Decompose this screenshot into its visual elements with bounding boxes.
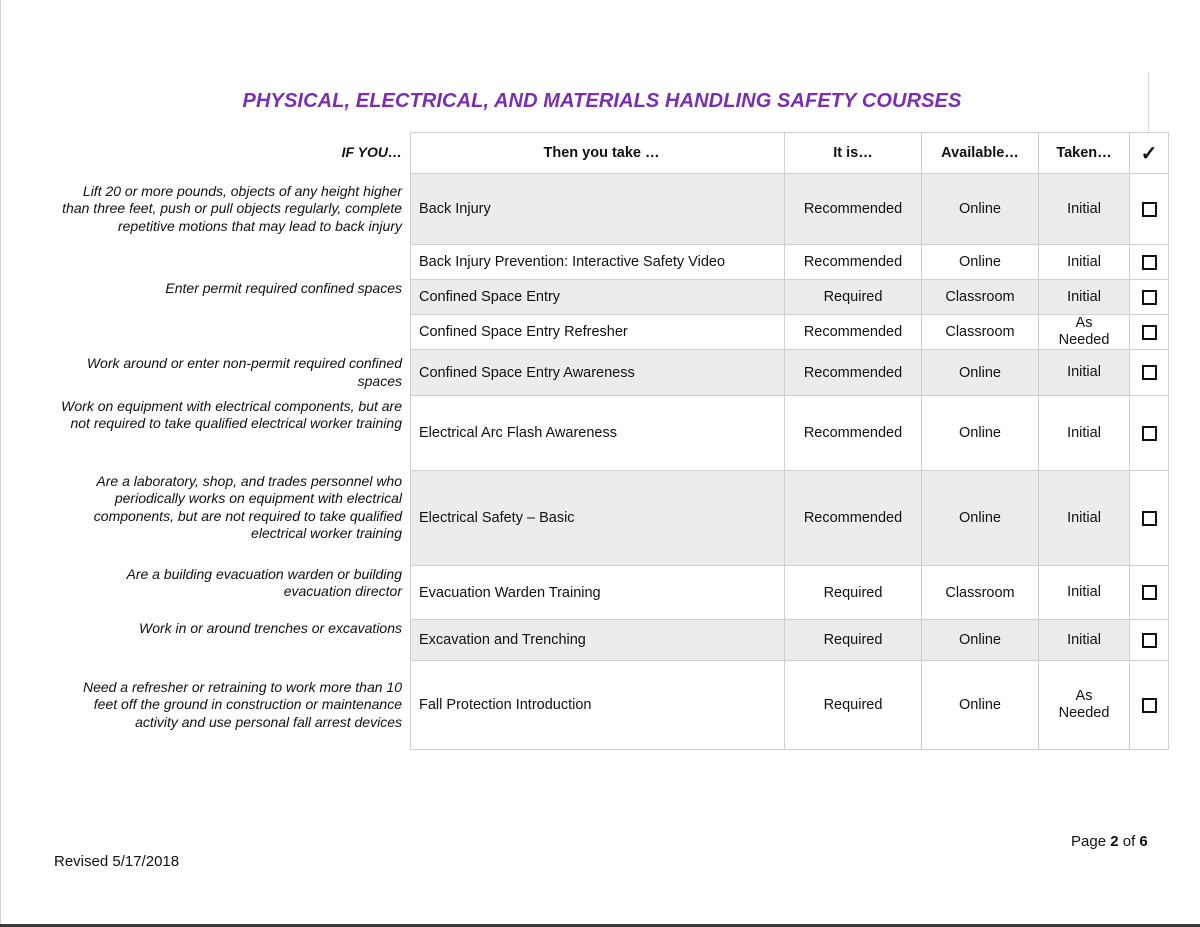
row-course: Evacuation Warden Training (411, 566, 785, 620)
completion-checkbox[interactable] (1142, 290, 1157, 305)
row-taken: Initial (1039, 620, 1130, 661)
row-condition: Need a refresher or retraining to work more than 10 feet off the ground in construction or maintenance activity and use personal fall arrest devices (82, 678, 402, 730)
row-check-cell (1130, 396, 1169, 471)
page-border-left (0, 0, 1, 924)
page-total: 6 (1139, 833, 1148, 850)
row-check-cell (1130, 350, 1169, 396)
revised-date: Revised 5/17/2018 (54, 853, 180, 870)
courses-table (60, 132, 1169, 750)
completion-checkbox[interactable] (1142, 255, 1157, 270)
row-requirement: Recommended (785, 174, 922, 245)
row-course: Electrical Arc Flash Awareness (411, 396, 785, 471)
row-availability: Classroom (922, 566, 1039, 620)
page-of: of (1122, 833, 1136, 850)
page-title: PHYSICAL, ELECTRICAL, AND MATERIALS HANDLING SAFETY COURSES (242, 90, 962, 112)
row-requirement: Recommended (785, 245, 922, 280)
table-row (60, 174, 1169, 245)
row-check-cell (1130, 566, 1169, 620)
row-requirement: Recommended (785, 350, 922, 396)
row-availability: Online (922, 245, 1039, 280)
row-condition: Work in or around trenches or excavations (138, 619, 402, 636)
completion-checkbox[interactable] (1142, 426, 1157, 441)
row-check-cell (1130, 661, 1169, 750)
row-requirement: Required (785, 620, 922, 661)
table-row (60, 245, 1169, 280)
row-availability: Online (922, 661, 1039, 750)
header-check (1130, 133, 1169, 174)
row-taken: Initial (1039, 174, 1130, 245)
row-taken: As Needed (1039, 661, 1130, 750)
row-availability: Online (922, 174, 1039, 245)
completion-checkbox[interactable] (1142, 633, 1157, 648)
row-taken: Initial (1039, 471, 1130, 566)
row-availability: Classroom (922, 315, 1039, 350)
row-condition: Are a laboratory, shop, and trades personnel who periodically works on equipment with electrical components, but are not required to take qualified electrical worker training (93, 472, 402, 541)
row-check-cell (1130, 471, 1169, 566)
row-condition: Lift 20 or more pounds, objects of any height higher than three feet, push or pull objects regularly, complete repetitive motions that may lead to back injury (62, 182, 402, 234)
row-check-cell (1130, 174, 1169, 245)
row-requirement: Required (785, 566, 922, 620)
completion-checkbox[interactable] (1142, 325, 1157, 340)
row-taken: Initial (1039, 350, 1130, 396)
row-requirement: Required (785, 661, 922, 750)
row-check-cell (1130, 315, 1169, 350)
row-condition: Enter permit required confined spaces (165, 279, 402, 296)
table-row (60, 280, 1169, 315)
row-condition (60, 315, 411, 350)
page-number (1071, 833, 1148, 850)
row-availability: Classroom (922, 280, 1039, 315)
row-availability: Online (922, 396, 1039, 471)
row-availability: Online (922, 471, 1039, 566)
table-row (60, 315, 1169, 350)
row-course: Back Injury Prevention: Interactive Safety Video (411, 245, 785, 280)
table-row (60, 396, 1169, 471)
row-condition: Work around or enter non-permit required confined spaces (86, 355, 402, 389)
row-requirement: Recommended (785, 396, 922, 471)
row-condition: Are a building evacuation warden or building evacuation director (126, 565, 402, 599)
header-if-you: IF YOU… (341, 144, 402, 161)
page-current: 2 (1110, 833, 1119, 850)
row-availability: Online (922, 350, 1039, 396)
row-check-cell (1130, 280, 1169, 315)
row-requirement: Recommended (785, 315, 922, 350)
table-row (60, 661, 1169, 750)
row-availability: Online (922, 620, 1039, 661)
completion-checkbox[interactable] (1142, 511, 1157, 526)
completion-checkbox[interactable] (1142, 698, 1157, 713)
header-available: Available… (922, 133, 1039, 174)
row-course: Fall Protection Introduction (411, 661, 785, 750)
row-course: Electrical Safety – Basic (411, 471, 785, 566)
page-label: Page (1071, 833, 1107, 850)
row-check-cell (1130, 620, 1169, 661)
table-row (60, 471, 1169, 566)
row-taken: As Needed (1039, 315, 1130, 350)
row-condition: Work on equipment with electrical components, but are not required to take qualified electrical worker training (61, 397, 402, 431)
row-taken: Initial (1039, 280, 1130, 315)
row-taken: Initial (1039, 566, 1130, 620)
completion-checkbox[interactable] (1142, 202, 1157, 217)
row-requirement: Required (785, 280, 922, 315)
row-requirement: Recommended (785, 471, 922, 566)
row-course: Excavation and Trenching (411, 620, 785, 661)
row-taken: Initial (1039, 396, 1130, 471)
table-row (60, 566, 1169, 620)
table-row (60, 350, 1169, 396)
table-row (60, 620, 1169, 661)
row-check-cell (1130, 245, 1169, 280)
row-course: Confined Space Entry (411, 280, 785, 315)
row-course: Confined Space Entry Awareness (411, 350, 785, 396)
row-condition (60, 245, 411, 280)
table-header-row (60, 133, 1169, 174)
row-taken: Initial (1039, 245, 1130, 280)
row-course: Back Injury (411, 174, 785, 245)
completion-checkbox[interactable] (1142, 585, 1157, 600)
header-taken: Taken… (1039, 133, 1130, 174)
checkmark-icon: ✓ (1140, 142, 1158, 165)
header-it-is: It is… (785, 133, 922, 174)
completion-checkbox[interactable] (1142, 365, 1157, 380)
row-course: Confined Space Entry Refresher (411, 315, 785, 350)
header-course: Then you take … (411, 133, 785, 174)
